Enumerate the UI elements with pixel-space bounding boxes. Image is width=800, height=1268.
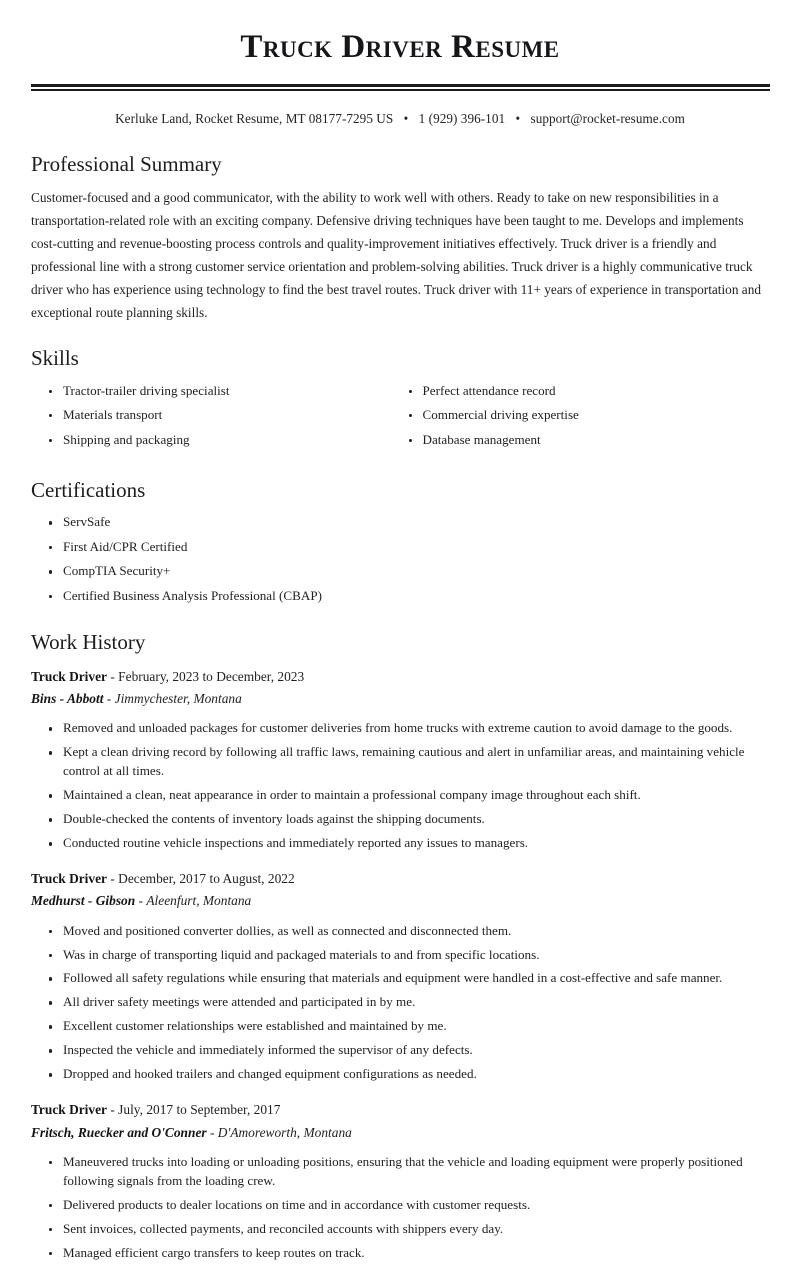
summary-paragraph: Customer-focused and a good communicator, with the ability to work well with others. Ready to take on new responsibilities in a transportation-related role with an exciting company. Defensive driving techniques have been taught to me. Develops and implements cost-cutting and revenue-boosting process controls and quality-improvement initiatives effectively. Truck driver is a friendly and professional line with a strong customer service orientation and problem-solving abilities. Truck driver is a highly communicative truck driver who has experience using technology to find the best travel routes. Truck driver with 11+ years of experience in transportation and exceptional route planning skills. bbox=[31, 190, 762, 320]
divider-rule-thin bbox=[31, 89, 770, 91]
list-item: Was in charge of transporting liquid and packaged materials to and from specific locations. bbox=[53, 946, 770, 965]
skills-columns bbox=[31, 373, 770, 455]
contact-email: support@rocket-resume.com bbox=[530, 110, 685, 126]
job-company-line bbox=[31, 891, 770, 911]
list-item: First Aid/CPR Certified bbox=[53, 538, 770, 557]
job-bullets bbox=[31, 719, 770, 853]
skills-list-left bbox=[31, 382, 401, 450]
section-heading-certifications: Certifications bbox=[31, 478, 146, 503]
job-role: Truck Driver bbox=[31, 669, 107, 685]
job-bullets bbox=[31, 922, 770, 1085]
list-item: Managed efficient cargo transfers to keep routes on track. bbox=[53, 1244, 770, 1263]
work-history-entry bbox=[31, 869, 770, 1084]
contact-separator-2: • bbox=[515, 110, 521, 126]
work-history-entry bbox=[31, 667, 770, 853]
section-heading-work-history: Work History bbox=[31, 629, 146, 654]
job-title-line bbox=[31, 667, 770, 687]
list-item: Kept a clean driving record by following all traffic laws, remaining cautious and alert in unfamiliar areas, and maintaining vehicle control at all times. bbox=[53, 743, 770, 781]
skills-column-right bbox=[401, 373, 771, 455]
job-role: Truck Driver bbox=[31, 1102, 107, 1118]
list-item: Removed and unloaded packages for customer deliveries from home trucks with extreme caution to avoid damage to the goods. bbox=[53, 719, 770, 738]
section-certifications bbox=[31, 477, 770, 606]
list-item: CompTIA Security+ bbox=[53, 562, 770, 581]
job-dash: - bbox=[110, 871, 115, 887]
list-item: Perfect attendance record bbox=[413, 382, 771, 401]
skills-list-right bbox=[401, 382, 771, 450]
contact-separator-1: • bbox=[403, 110, 409, 126]
list-item: Materials transport bbox=[53, 406, 401, 425]
job-title-line bbox=[31, 1100, 770, 1120]
job-dates: December, 2017 to August, 2022 bbox=[118, 871, 295, 887]
section-work-history bbox=[31, 629, 770, 1263]
list-item: Delivered products to dealer locations on time and in accordance with customer requests. bbox=[53, 1196, 770, 1215]
work-history-entry bbox=[31, 1100, 770, 1262]
contact-line bbox=[0, 111, 800, 127]
job-dates: February, 2023 to December, 2023 bbox=[118, 669, 305, 685]
section-professional-summary bbox=[31, 151, 770, 324]
header-divider bbox=[31, 84, 770, 91]
job-company-line bbox=[31, 1123, 770, 1143]
job-dates: July, 2017 to September, 2017 bbox=[118, 1102, 281, 1118]
section-heading-skills: Skills bbox=[31, 346, 79, 371]
job-location: D'Amoreworth, Montana bbox=[217, 1124, 352, 1140]
job-location: Jimmychester, Montana bbox=[114, 691, 242, 707]
section-skills bbox=[31, 345, 770, 455]
list-item: Followed all safety regulations while ensuring that materials and equipment were handled in a cost-effective and safe manner. bbox=[53, 969, 770, 988]
job-dash: - bbox=[110, 669, 115, 685]
job-location: Aleenfurt, Montana bbox=[146, 893, 252, 909]
list-item: Double-checked the contents of inventory loads against the shipping documents. bbox=[53, 810, 770, 829]
contact-address: Kerluke Land, Rocket Resume, MT 08177-7295 US bbox=[115, 110, 394, 126]
list-item: Commercial driving expertise bbox=[413, 406, 771, 425]
list-item: Conducted routine vehicle inspections and immediately reported any issues to managers. bbox=[53, 834, 770, 853]
job-dash: - bbox=[110, 1102, 115, 1118]
list-item: Database management bbox=[413, 431, 771, 450]
list-item: Inspected the vehicle and immediately informed the supervisor of any defects. bbox=[53, 1041, 770, 1060]
list-item: Sent invoices, collected payments, and reconciled accounts with shippers every day. bbox=[53, 1220, 770, 1239]
skills-column-left bbox=[31, 373, 401, 455]
list-item: Moved and positioned converter dollies, as well as connected and disconnected them. bbox=[53, 922, 770, 941]
list-item: Dropped and hooked trailers and changed equipment configurations as needed. bbox=[53, 1065, 770, 1084]
job-company: Medhurst - Gibson bbox=[31, 893, 136, 909]
list-item: Maneuvered trucks into loading or unloading positions, ensuring that the vehicle and loading equipment were properly positioned following signals from the loading crew. bbox=[53, 1153, 770, 1191]
list-item: Shipping and packaging bbox=[53, 431, 401, 450]
list-item: Certified Business Analysis Professional (CBAP) bbox=[53, 587, 770, 606]
job-company: Bins - Abbott bbox=[31, 691, 104, 707]
list-item: Excellent customer relationships were established and maintained by me. bbox=[53, 1017, 770, 1036]
list-item: ServSafe bbox=[53, 513, 770, 532]
job-dash: - bbox=[106, 691, 112, 707]
contact-phone: 1 (929) 396-101 bbox=[418, 110, 506, 126]
job-company: Fritsch, Ruecker and O'Conner bbox=[31, 1124, 207, 1140]
list-item: Tractor-trailer driving specialist bbox=[53, 382, 401, 401]
job-title-line bbox=[31, 869, 770, 889]
certifications-list bbox=[31, 513, 770, 605]
job-dash: - bbox=[138, 893, 144, 909]
section-heading-summary: Professional Summary bbox=[31, 151, 222, 176]
page-title: Truck Driver Resume bbox=[240, 29, 560, 65]
job-bullets bbox=[31, 1153, 770, 1263]
job-company-line bbox=[31, 689, 770, 709]
job-role: Truck Driver bbox=[31, 871, 107, 887]
job-dash: - bbox=[209, 1124, 215, 1140]
list-item: All driver safety meetings were attended and participated in by me. bbox=[53, 993, 770, 1012]
list-item: Maintained a clean, neat appearance in order to maintain a professional company image throughout each shift. bbox=[53, 786, 770, 805]
